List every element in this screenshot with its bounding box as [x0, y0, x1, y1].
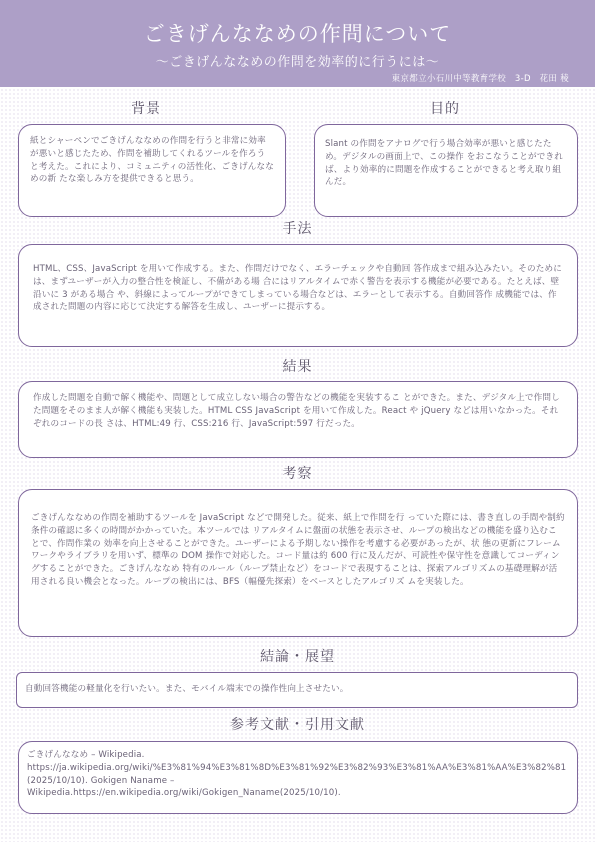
poster-title: ごきげんななめの作問について	[143, 22, 452, 46]
discussion-box	[18, 489, 578, 637]
poster-subtitle: 〜ごきげんななめの作問を効率的に行うには〜	[155, 55, 440, 70]
background-box	[18, 124, 286, 217]
discussion-text: ごきげんななめの作問を補助するツールを JavaScript などで開発した。従来、紙上で作問を行 っていた際には、書き直しの手間や制約条件の確認に多くの時間がかかっていた。本ツールでは リアルタイムに盤面の状態を表示させ、ループの検出などの機能を盛り込むことで、作問作業の 効率を向上させることができた。ユーザーによる予期しない操作を考慮する必要があったが、状 態の更新にフレームワークやライブラリを用いず、標準の DOM 操作で対応した。コード量は約 600 行に及んだが、可読性や保守性を意識してコーディングすることができた。ごきげんななめ 特有のルール（ループ禁止など）をコードで表現することは、探索アルゴリズムの基礎理解が活 用される良い機会となった。ループの検出には、BFS（幅優先探索）をベースとしたアルゴリズ ムを実装した。	[31, 513, 565, 587]
background-heading: 背景	[131, 101, 161, 117]
results-box	[18, 381, 578, 458]
results-heading: 結果	[282, 359, 313, 375]
conclusion-text: 自動回答機能の軽量化を行いたい。また、モバイル端末での操作性向上させたい。	[25, 684, 349, 694]
method-text: HTML、CSS、JavaScript を用いて作成する。また、作問だけでなく、エラーチェックや自動回 答作成まで組み込みたい。そのためには、まずユーザーが入力の整合性を検証し、不備がある場 合にはリアルタイムで赤く警告を表示する機能が必要である。たとえば、壁沿いに 3 がある場合 や、斜線によってループができてしまっている場合などは、エラーとして表示する。自動回答作 成機能では、作成された問題の内容に応じて決定する解答を生成し、ユーザーに提示する。	[33, 264, 562, 313]
references-box	[18, 741, 578, 814]
author-affiliation: 東京都立小石川中等教育学校 3-D 花田 稜	[391, 74, 569, 84]
method-heading: 手法	[282, 221, 313, 237]
purpose-heading: 目的	[430, 101, 460, 117]
conclusion-box	[16, 672, 578, 708]
results-text: 作成した問題を自動で解く機能や、問題として成立しない場合の警告などの機能を実装するこ とができた。また、デジタル上で作問した問題をそのまま人が解く機能も実装した。HTML CSS JavaScript を用いて作成した。React や jQuery などは用いなかった。それぞれのコードの長 さは、HTML:49 行、CSS:216 行、JavaScript:597 行だった。	[33, 393, 560, 429]
method-box	[18, 244, 578, 347]
references-heading: 参考文献・引用文献	[230, 717, 365, 733]
purpose-box	[314, 124, 578, 217]
reference-line: ごきげんななめ – Wikipedia.	[27, 750, 145, 760]
background-text: 紙とシャーペンでごきげんななめの作問を行うと非常に効率が悪いと感じたため、作問を補助してくれるツールを作ろうと考えた。これにより、コミュニティの活性化、ごきげんななめの新 たな楽しみ方を提供できると思う。	[30, 136, 274, 185]
poster-header	[0, 0, 595, 87]
conclusion-heading: 結論・展望	[260, 649, 335, 665]
reference-line: https://ja.wikipedia.org/wiki/%E3%81%94%E3%81%8D%E3%81%92%E3%82%93%E3%81%AA%E3%81%AA%E3%82%81 (2025/10/10). Gokigen Naname –	[27, 762, 567, 786]
discussion-heading: 考察	[282, 466, 313, 482]
purpose-text: Slant の作問をアナログで行う場合効率が悪いと感じたため。デジタルの画面上で、この操作 をおこなうことができれば、より効率的に問題を作成することができると考え取り組んだ。	[325, 139, 563, 188]
reference-line: Wikipedia.https://en.wikipedia.org/wiki/Gokigen_Naname(2025/10/10).	[27, 788, 341, 799]
